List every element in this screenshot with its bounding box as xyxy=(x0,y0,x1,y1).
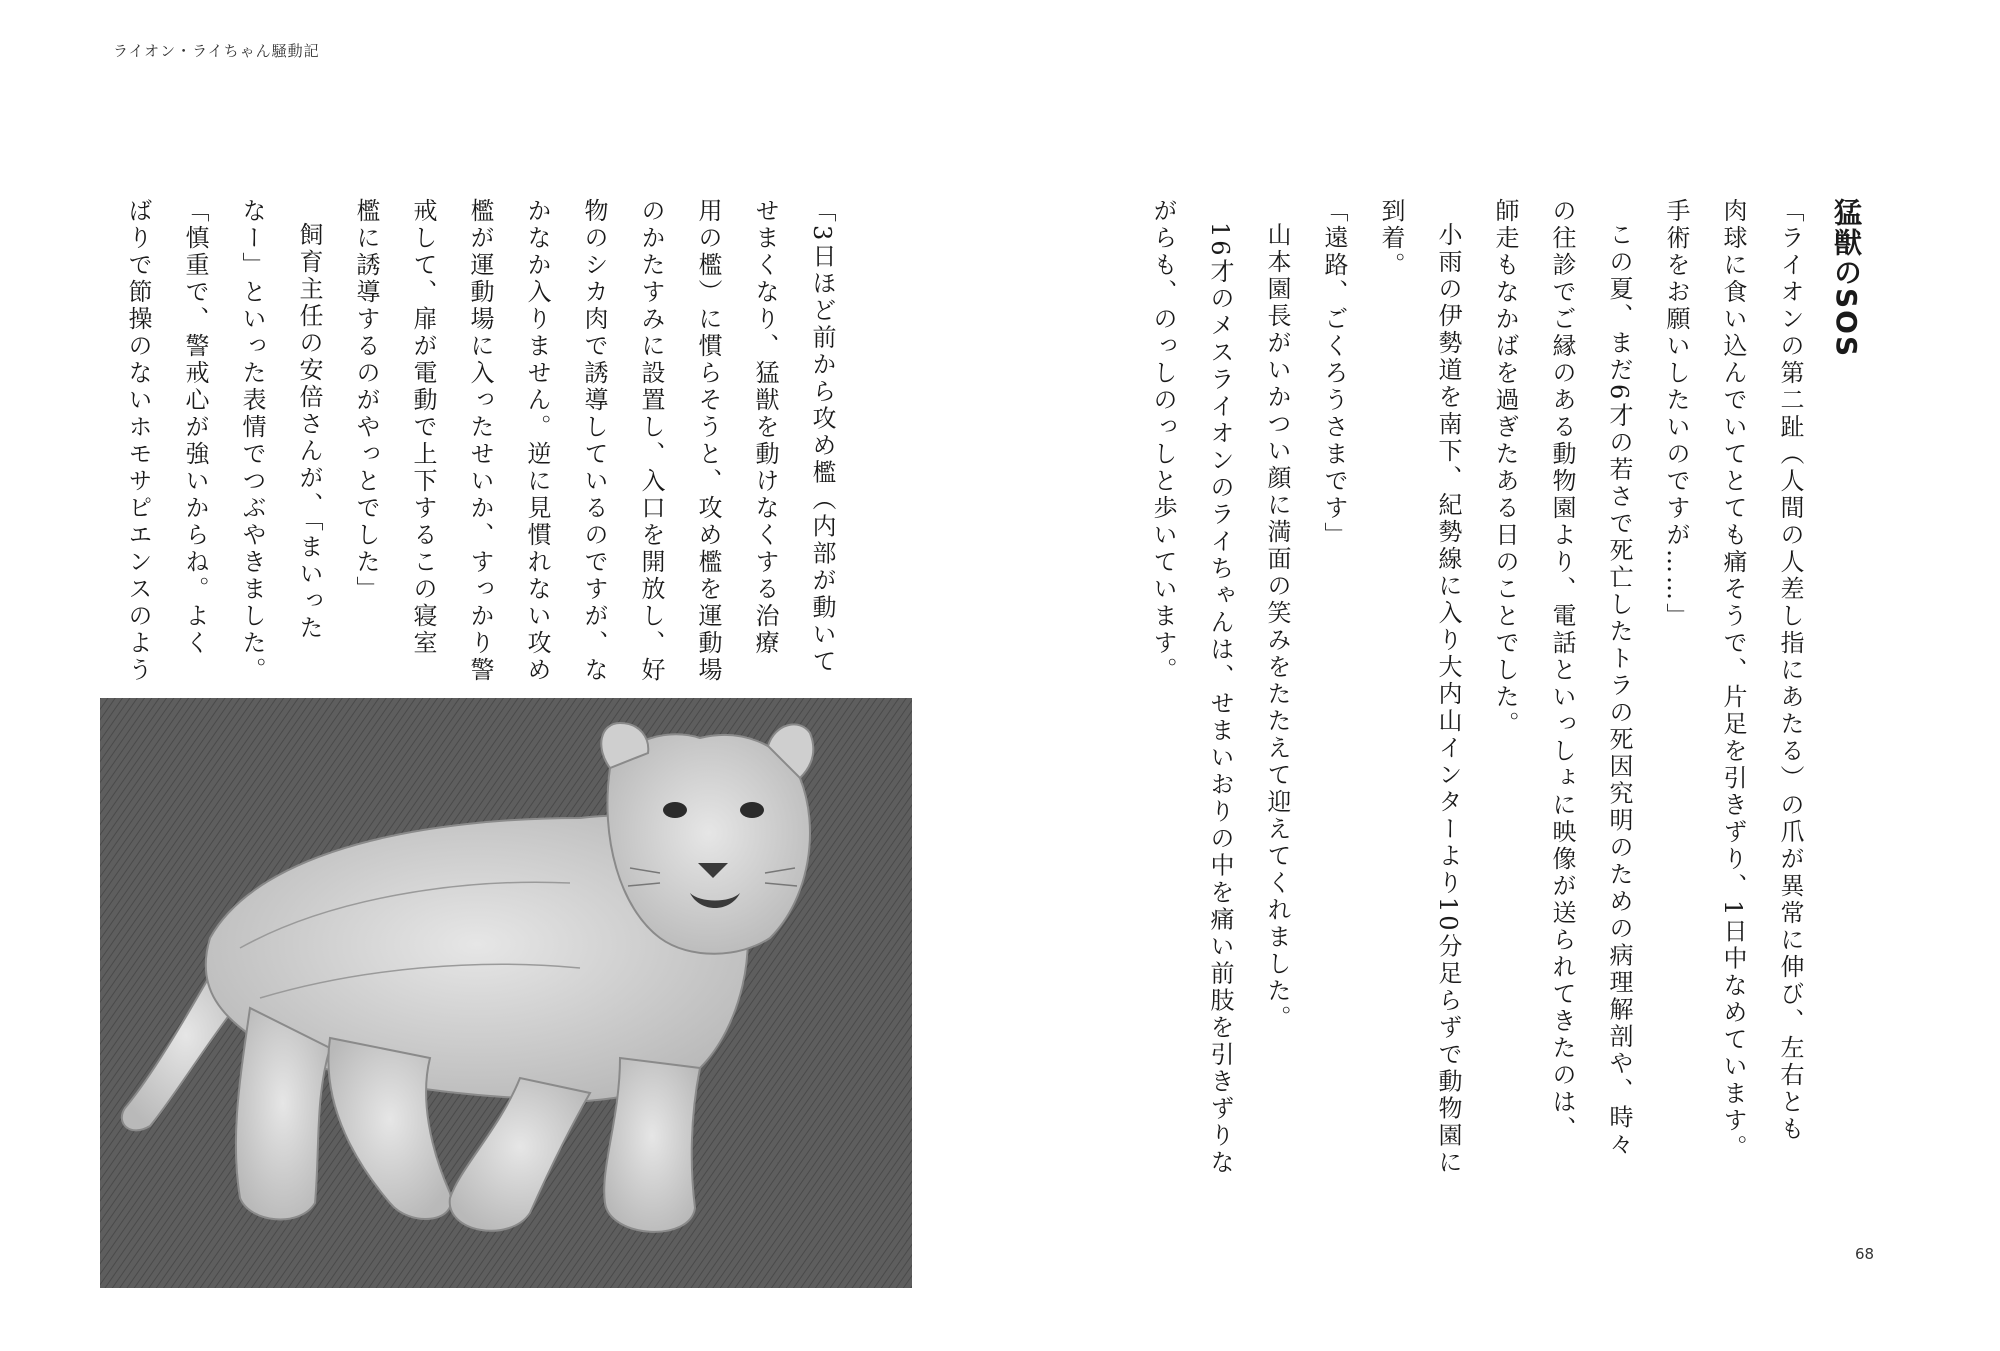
text-line: 肉球に食い込んでいてとても痛そうで、片足を引きずり、1日中なめています。 xyxy=(1719,198,1747,1162)
text-line: ばりで節操のないホモサピエンスのよう xyxy=(124,198,152,684)
text-line: 物のシカ肉で誘導しているのですが、な xyxy=(580,198,608,684)
text-line: 用の檻）に慣らそうと、攻め檻を運動場 xyxy=(694,198,722,684)
left-page-text xyxy=(109,198,850,684)
right-page-text xyxy=(1134,198,1875,1178)
lion-drawing xyxy=(100,698,912,1288)
text-line: せまくなり、猛獣を動けなくする治療 xyxy=(751,198,779,657)
text-line: がらも、のっしのっしと歩いています。 xyxy=(1149,198,1177,684)
text-line: この夏、まだ6才の若さで死亡したトラの死因究明のための病理解剖や、時々 xyxy=(1605,222,1633,1159)
lion-eye xyxy=(663,802,687,818)
text-line: 到着。 xyxy=(1377,198,1405,279)
text-line: のかたすみに設置し、入口を開放し、好 xyxy=(637,198,665,684)
text-line: 戒して、扉が電動で上下するこの寝室 xyxy=(409,198,437,657)
text-line: 「3日ほど前から攻め檻（内部が動いて xyxy=(808,198,836,676)
text-line: 16才のメスライオンのライちゃんは、せまいおりの中を痛い前肢を引きずりな xyxy=(1206,222,1234,1177)
text-line: 「遠路、ごくろうさまです」 xyxy=(1320,198,1348,549)
text-line: 手術をお願いしたいのですが……」 xyxy=(1662,198,1690,630)
text-line: 「ライオンの第二趾（人間の人差し指にあたる）の爪が異常に伸び、左右とも xyxy=(1776,198,1804,1143)
running-head: ライオン・ライちゃん騒動記 xyxy=(113,42,320,60)
lion-illustration xyxy=(100,698,912,1288)
text-line: 檻に誘導するのがやっとでした」 xyxy=(352,198,380,603)
text-line: かなか入りません。逆に見慣れない攻め xyxy=(523,198,551,684)
section-heading: 猛獣のSOS xyxy=(1830,198,1863,359)
text-line: 「慎重で、警戒心が強いからね。よく xyxy=(181,198,209,657)
text-line: の往診でご縁のある動物園より、電話といっしょに映像が送られてきたのは、 xyxy=(1548,198,1576,1143)
lion-front-leg-2 xyxy=(604,1058,700,1232)
page-number: 68 xyxy=(1855,1245,1875,1263)
text-line: 檻が運動場に入ったせいか、すっかり警 xyxy=(466,198,494,684)
text-line: なー」といった表情でつぶやきました。 xyxy=(238,198,266,684)
text-line: 師走もなかばを過ぎたある日のことでした。 xyxy=(1491,198,1519,738)
text-line: 飼育主任の安倍さんが、「まいった xyxy=(295,222,323,642)
text-line: 山本園長がいかつい顔に満面の笑みをたたえて迎えてくれました。 xyxy=(1263,222,1291,1032)
text-line: 小雨の伊勢道を南下、紀勢線に入り大内山インターより10分足らずで動物園に xyxy=(1434,222,1462,1177)
lion-eye-2 xyxy=(740,802,764,818)
